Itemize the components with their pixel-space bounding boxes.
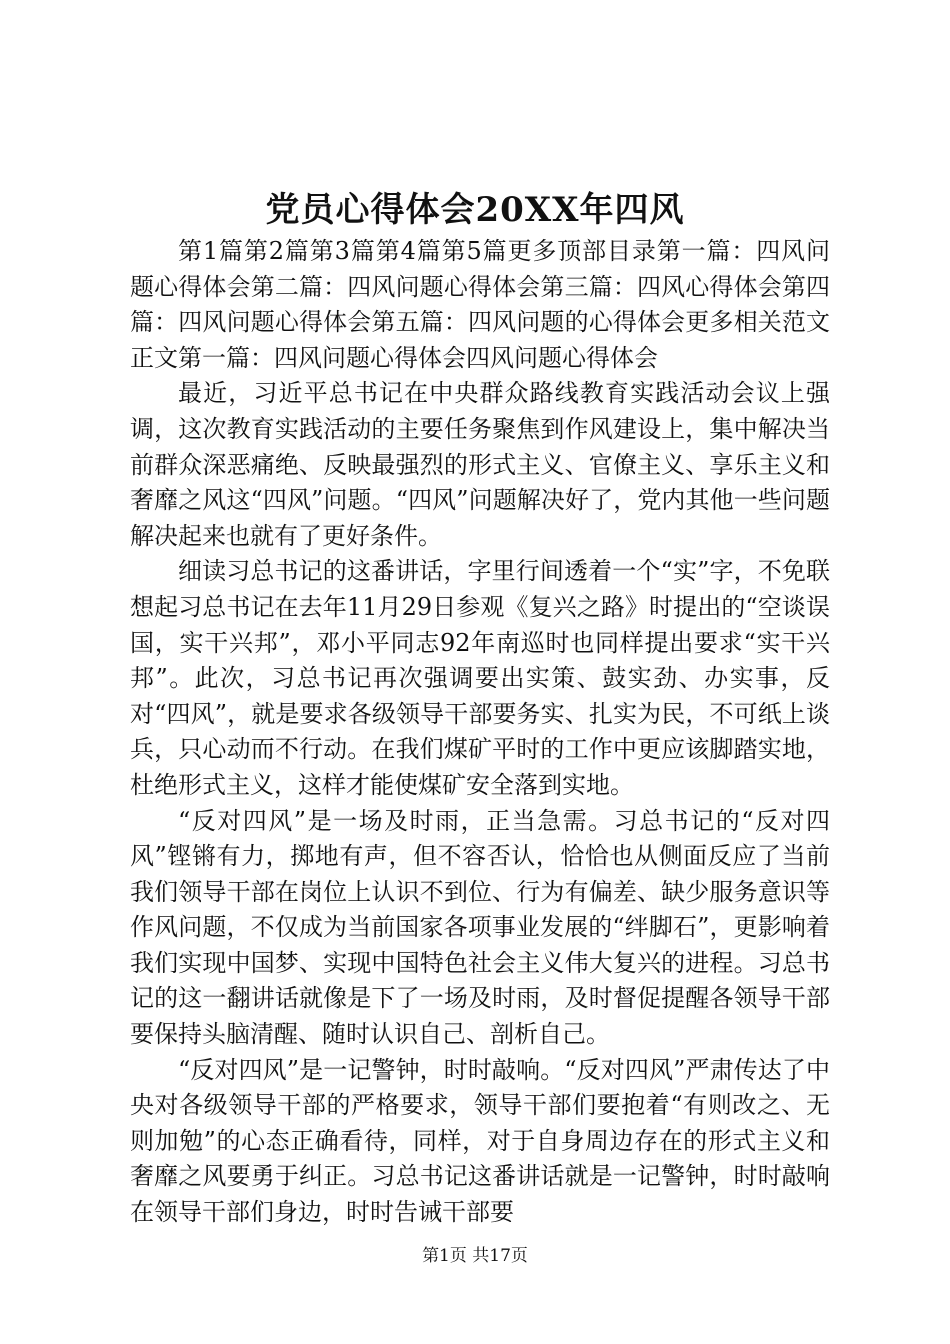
paragraph-4: “反对四风”是一记警钟，时时敲响。“反对四风”严肃传达了中央对各级领导干部的严格要求，领导干部们要抱着“有则改之、无则加勉”的心态正确看待，同样，对于自身周边存在的形式主义和奢靡之风要勇于纠正。习总书记这番讲话就是一记警钟，时时敲响在领导干部们身边，时时告诫干部要: [130, 1055, 830, 1227]
paragraph-table-of-contents: 第1篇第2篇第3篇第4篇第5篇更多顶部目录第一篇：四风问题心得体会第二篇：四风问题心得体会第三篇：四风心得体会第四篇：四风问题心得体会第五篇：四风问题的心得体会更多相关范文正文第一篇：四风问题心得体会四风问题心得体会: [130, 237, 830, 372]
paragraph-3: “反对四风”是一场及时雨，正当急需。习总书记的“反对四风”铿锵有力，掷地有声，但不容否认，恰恰也从侧面反应了当前我们领导干部在岗位上认识不到位、行为有偏差、缺少服务意识等作风问题，不仅成为当前国家各项事业发展的“绊脚石”，更影响着我们实现中国梦、实现中国特色社会主义伟大复兴的进程。习总书记的这一翻讲话就像是下了一场及时雨，及时督促提醒各领导干部要保持头脑清醒、随时认识自己、剖析自己。: [130, 806, 830, 1049]
document-body: [130, 234, 830, 1231]
paragraph-2: 细读习总书记的这番讲话，字里行间透着一个“实”字，不免联想起习总书记在去年11月29日参观《复兴之路》时提出的“空谈误国，实干兴邦”，邓小平同志92年南巡时也同样提出要求“实干兴邦”。此次，习总书记再次强调要出实策、鼓实劲、办实事，反对“四风”，就是要求各级领导干部要务实、扎实为民，不可纸上谈兵，只心动而不行动。在我们煤矿平时的工作中更应该脚踏实地，杜绝形式主义，这样才能使煤矿安全落到实地。: [130, 557, 830, 799]
document-title: 党员心得体会20XX年四风: [265, 190, 685, 230]
paragraph-1: 最近，习近平总书记在中央群众路线教育实践活动会议上强调，这次教育实践活动的主要任务聚焦到作风建设上，集中解决当前群众深恶痛绝、反映最强烈的形式主义、官僚主义、享乐主义和奢靡之风这“四风”问题。“四风”问题解决好了，党内其他一些问题解决起来也就有了更好条件。: [130, 379, 830, 550]
page-number-footer: 第1页 共17页: [422, 1246, 528, 1266]
